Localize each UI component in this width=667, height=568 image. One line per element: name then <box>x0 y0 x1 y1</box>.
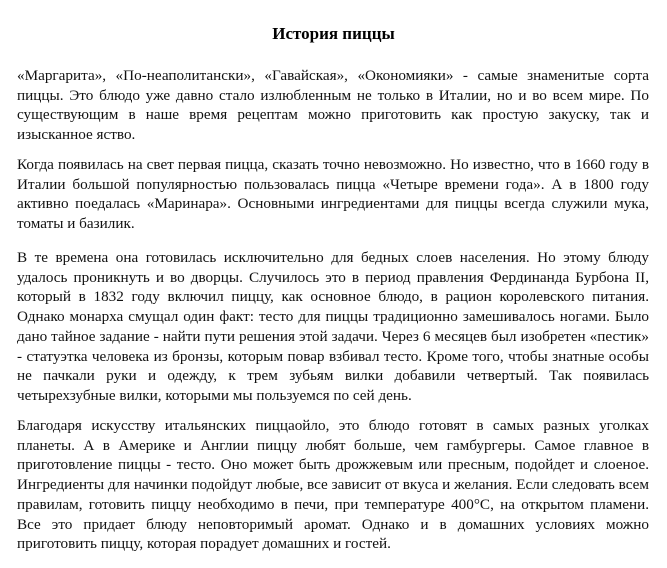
paragraph-royal-history: В те времена она готовилась исключительно для бедных слоев населения. Но этому блюду удалось проникнуть и во дворцы. Случилось это в период правления Фердинанда Бурбона II, который в 1832 году включил пиццу, как основное блюдо, в рацион королевского питания. Однако монарха смущал один факт: тесто для пиццы традиционно замешивалось ногами. Было дано тайное задание - найти пути решения этой задачи. Через 6 месяцев был изобретен «пестик» - статуэтка человека из бронзы, которым повар взбивал тесто. Кроме того, чтобы знатные особы не пачкали руки и одежду, к трем зубьям вилки добавили четвертый. Так появилась четырехзубные вилки, которыми мы пользуемся по сей день. <box>17 249 649 404</box>
paragraph-pizza-varieties: «Маргарита», «По-неаполитански», «Гавайская», «Окономияки» - самые знаменитые сорта пиццы. Это блюдо уже давно стало излюбленным не только в Италии, но и во всем мире. По существующим в наше время рецептам можно приготовить как простую закуску, так и изысканное яство. <box>17 67 649 144</box>
document-title: История пиццы <box>272 24 395 43</box>
paragraph-modern-pizza: Благодаря искусству итальянских пиццаойло, это блюдо готовят в самых разных уголках планеты. А в Америке и Англии пиццу любят больше, чем гамбургеры. Самое главное в приготовление пиццы - тесто. Оно может быть дрожжевым или пресным, подойдет и слоеное. Ингредиенты для начинки подойдут любые, все зависит от вкуса и желания. Если следовать всем правилам, готовить пиццу необходимо в печи, при температуре 400°С, на открытом пламени. Все это придает блюду неповторимый аромат. Однако и в домашних условиях можно приготовить пиццу, которая порадует домашних и гостей. <box>17 417 650 553</box>
paragraph-pizza-origins: Когда появилась на свет первая пицца, сказать точно невозможно. Но известно, что в 1660 году в Италии большой популярностью пользовалась пицца «Четыре времени года». А в 1800 году активно поедалась «Маринара». Основными ингредиентами для пиццы всегда служили мука, томаты и базилик. <box>17 156 649 233</box>
